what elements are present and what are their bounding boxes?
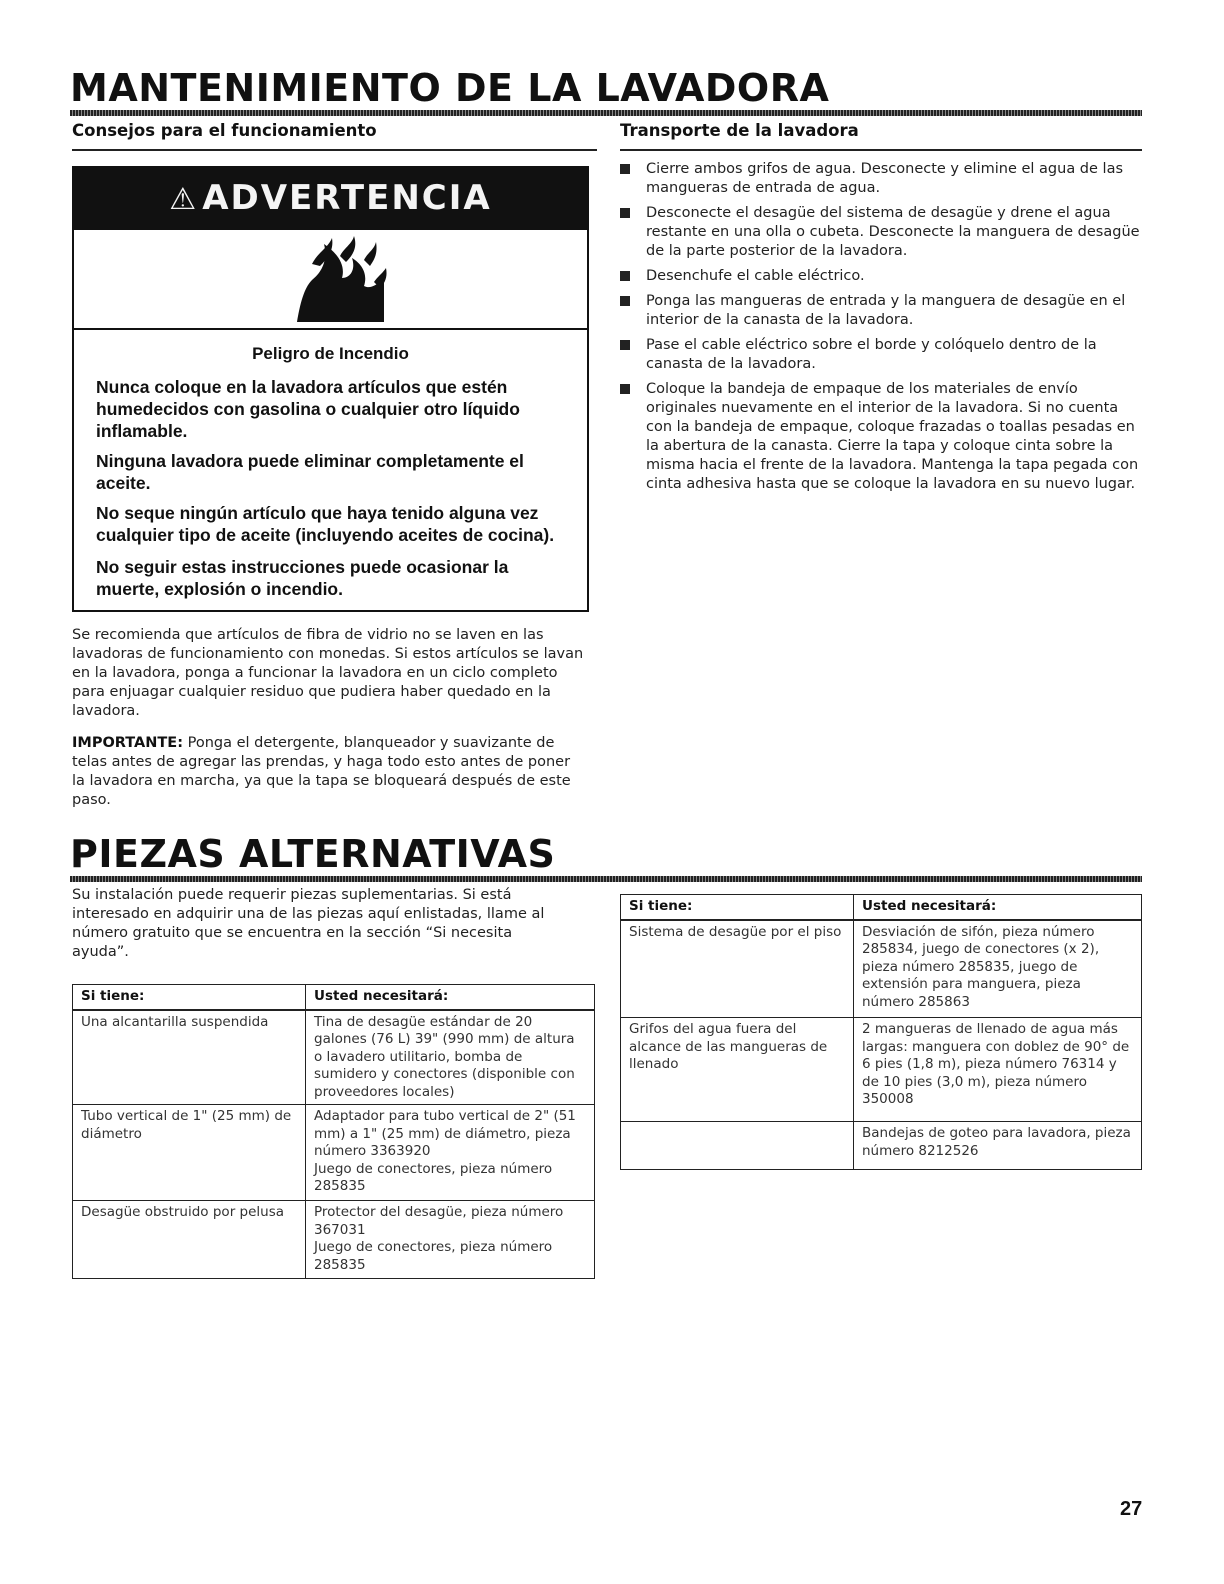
important-label: IMPORTANTE: xyxy=(72,735,184,751)
bullet-square-icon xyxy=(620,208,630,218)
fire-hazard-area xyxy=(74,230,587,330)
page-number: 27 xyxy=(1120,1498,1143,1520)
bullet-square-icon xyxy=(620,384,630,394)
have-cell: Grifos del agua fuera del alcance de las mangueras de llenado xyxy=(621,1018,854,1122)
need-line: Bandejas de goteo para lavadora, pieza número 8212526 xyxy=(862,1125,1131,1159)
col-have-header: Si tiene: xyxy=(73,985,306,1010)
piezas-heading: PIEZAS ALTERNATIVAS xyxy=(70,832,556,876)
important-paragraph xyxy=(72,734,572,810)
table-header-row xyxy=(621,895,1142,920)
need-line: Tina de desagüe estándar de 20 galones (76 L) 39" (990 mm) de altura o lavadero utilitario, bomba de sumidero y conectores (disponible con proveedores locales) xyxy=(314,1013,575,1100)
warning-paragraph: No seguir estas instrucciones puede ocasionar la muerte, explosión o incendio. xyxy=(96,557,509,599)
warning-header xyxy=(74,168,587,230)
list-item-text: Pase el cable eléctrico sobre el borde y colóquelo dentro de la canasta de la lavadora. xyxy=(646,337,1097,372)
warning-label: ADVERTENCIA xyxy=(202,178,492,218)
table-row xyxy=(621,1018,1142,1122)
list-item xyxy=(620,204,1140,261)
list-item-text: Desconecte el desagüe del sistema de desagüe y drene el agua restante en una olla o cubeta. Desconecte la manguera de desagüe de la parte posterior de la lavadora. xyxy=(646,205,1140,259)
piezas-intro: Su instalación puede requerir piezas suplementarias. Si está interesado en adquirir una de las piezas aquí enlistadas, llame al número gratuito que se encuentra en la sección “Si necesita ayuda”. xyxy=(72,887,545,960)
table-row xyxy=(73,1010,595,1105)
warning-title: Peligro de Incendio xyxy=(252,344,409,363)
parts-table-right xyxy=(620,894,1142,1170)
table-row xyxy=(73,1105,595,1201)
transporte-heading: Transporte de la lavadora xyxy=(620,121,859,140)
list-item xyxy=(620,292,1140,330)
need-cell xyxy=(854,1018,1142,1122)
col-need-header: Usted necesitará: xyxy=(306,985,595,1010)
need-line: Adaptador para tubo vertical de 2" (51 mm) a 1" (25 mm) de diámetro, pieza número 3363920 xyxy=(314,1108,576,1159)
list-item-text: Desenchufe el cable eléctrico. xyxy=(646,268,865,284)
list-item xyxy=(620,160,1140,198)
parts-table-left xyxy=(72,984,595,1279)
warning-triangle-icon: ⚠ xyxy=(169,182,199,217)
table-row xyxy=(621,920,1142,1018)
need-cell xyxy=(306,1010,595,1105)
bullet-square-icon xyxy=(620,271,630,281)
list-item-text: Coloque la bandeja de empaque de los materiales de envío originales nuevamente en el interior de la lavadora. Si no cuenta con la bandeja de empaque, coloque frazadas o toallas pesadas en la abertura de la canasta. Cierre la tapa y coloque cinta sobre la misma hacia el frente de la lavadora. Mantenga la tapa pegada con cinta adhesiva hasta que se coloque la lavadora en su nuevo lugar. xyxy=(646,381,1139,492)
have-cell: Sistema de desagüe por el piso xyxy=(621,920,854,1018)
transport-steps-list xyxy=(620,160,1140,500)
title-rule xyxy=(70,110,1142,116)
page-title: MANTENIMIENTO DE LA LAVADORA xyxy=(70,66,830,110)
have-cell: Tubo vertical de 1" (25 mm) de diámetro xyxy=(73,1105,306,1201)
col-need-header: Usted necesitará: xyxy=(854,895,1142,920)
list-item-text: Cierre ambos grifos de agua. Desconecte y elimine el agua de las mangueras de entrada de agua. xyxy=(646,161,1124,196)
col-have-header: Si tiene: xyxy=(621,895,854,920)
list-item-text: Ponga las mangueras de entrada y la manguera de desagüe en el interior de la canasta de la lavadora. xyxy=(646,293,1126,328)
table-header-row xyxy=(73,985,595,1010)
need-cell xyxy=(854,920,1142,1018)
need-line: Juego de conectores, pieza número 285835 xyxy=(314,1239,553,1273)
need-cell xyxy=(306,1105,595,1201)
table-row xyxy=(73,1201,595,1279)
important-text: Ponga el detergente, blanqueador y suavizante de telas antes de agregar las prendas, y haga todo esto antes de poner la lavadora en marcha, ya que la tapa se bloqueará después de este paso. xyxy=(72,735,571,808)
bullet-square-icon xyxy=(620,340,630,350)
bullet-square-icon xyxy=(620,164,630,174)
warning-box xyxy=(72,166,589,612)
need-cell xyxy=(306,1201,595,1279)
need-line: Desviación de sifón, pieza número 285834, juego de conectores (x 2), pieza número 285835, juego de extensión para manguera, pieza número 285863 xyxy=(862,923,1100,1010)
consejos-heading: Consejos para el funcionamiento xyxy=(72,121,377,140)
transporte-rule xyxy=(620,149,1142,151)
have-cell xyxy=(621,1122,854,1170)
table-row xyxy=(621,1122,1142,1170)
need-cell xyxy=(854,1122,1142,1170)
warning-paragraph: Ninguna lavadora puede eliminar completamente el aceite. xyxy=(96,451,524,493)
have-cell: Una alcantarilla suspendida xyxy=(73,1010,306,1105)
fiberglass-paragraph: Se recomienda que artículos de fibra de vidrio no se laven en las lavadoras de funcionamiento con monedas. Si estos artículos se lavan en la lavadora, ponga a funcionar la lavadora en un ciclo completo para enjuagar cualquier residuo que pudiera haber quedado en la lavadora. xyxy=(72,627,584,719)
bullet-square-icon xyxy=(620,296,630,306)
warning-paragraph: No seque ningún artículo que haya tenido alguna vez cualquier tipo de aceite (incluyendo aceites de cocina). xyxy=(96,503,555,545)
list-item xyxy=(620,336,1140,374)
list-item xyxy=(620,380,1140,494)
piezas-rule xyxy=(70,876,1142,882)
need-line: 2 mangueras de llenado de agua más largas: manguera con doblez de 90° de 6 pies (1,8 m), pieza número 76314 y de 10 pies (3,0 m), pieza número 350008 xyxy=(862,1021,1130,1107)
consejos-rule xyxy=(72,149,597,151)
need-line: Protector del desagüe, pieza número 367031 xyxy=(314,1204,564,1238)
list-item xyxy=(620,267,1140,286)
fire-icon xyxy=(292,234,392,326)
need-line: Juego de conectores, pieza número 285835 xyxy=(314,1160,553,1194)
have-cell: Desagüe obstruido por pelusa xyxy=(73,1201,306,1279)
warning-paragraph: Nunca coloque en la lavadora artículos que estén humedecidos con gasolina o cualquier otro líquido inflamable. xyxy=(96,377,520,441)
